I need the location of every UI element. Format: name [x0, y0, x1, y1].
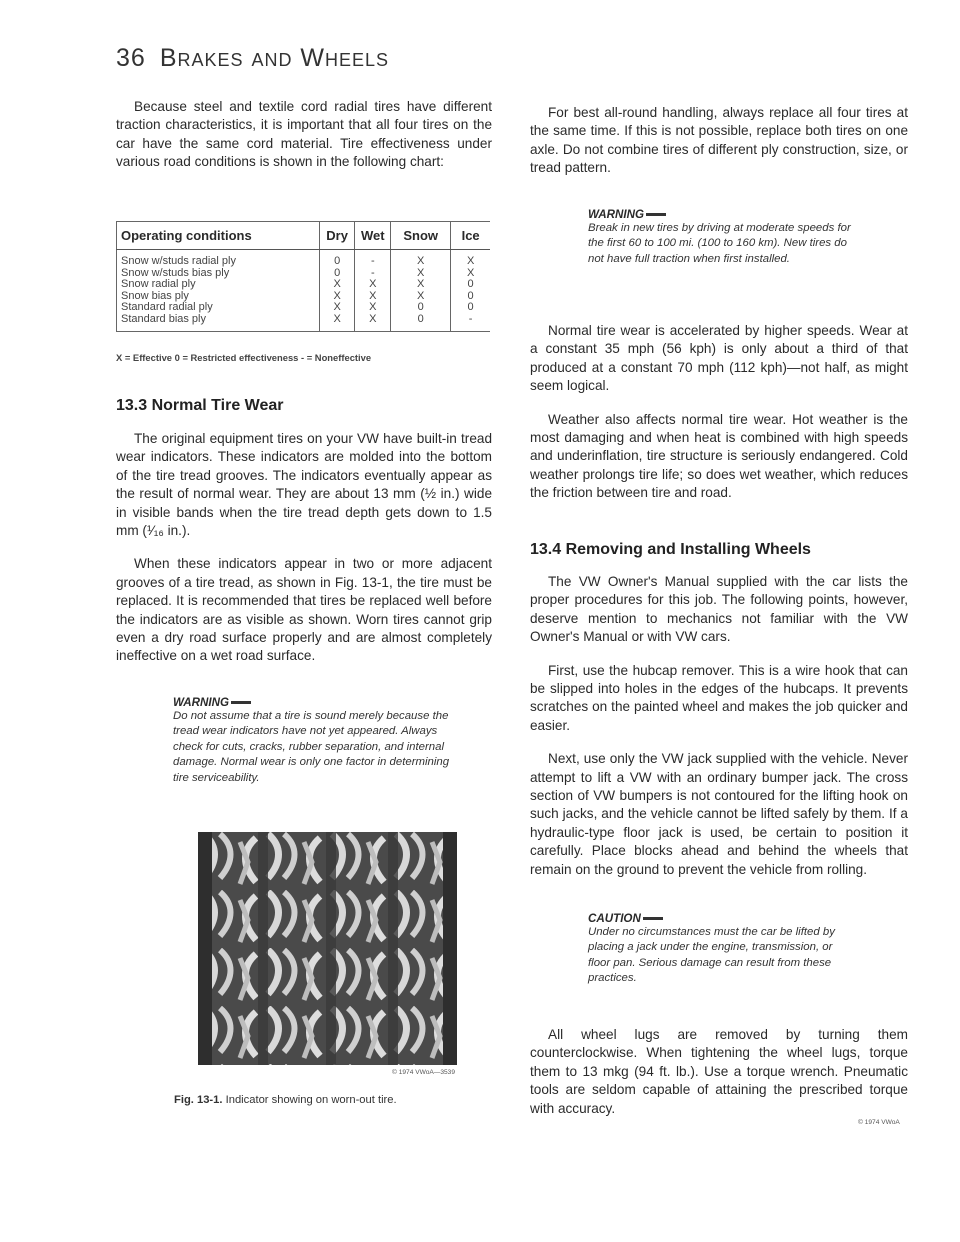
left-column — [116, 98, 492, 172]
table-header-row — [117, 222, 491, 250]
footer-credit: © 1974 VWoA — [858, 1119, 900, 1126]
body-paragraph: For best all-round handling, always replace all four tires at the same time. If this is not possible, replace both tires on one axle. Do not combine tires of different ply construction, size, or tread pattern. — [530, 105, 908, 176]
warning-box-left — [173, 696, 453, 786]
table-cell: - — [355, 268, 391, 280]
table-cell: Snow radial ply — [117, 279, 320, 291]
section-heading: 13.3 Normal Tire Wear — [116, 397, 284, 414]
table-cell: X — [391, 250, 451, 268]
warning-text: Do not assume that a tire is sound merely because the tread wear indicators have not yet appeared. Always check for cuts, cracks, rubber separation, and internal damage. Normal wear is only one factor in determining tire serviceability. — [173, 710, 450, 784]
table-cell: 0 — [451, 302, 490, 314]
table-cell: 0 — [451, 291, 490, 303]
table-cell: X — [355, 291, 391, 303]
table-cell: 0 — [319, 268, 355, 280]
body-paragraph: Weather also affects normal tire wear. Hot weather is the most damaging and when heat is combined with high speeds and underinflation, tire structure is seriously endangered. Cold weather prolongs tire life; so does wet weather, which reduces the friction between tire and road. — [530, 411, 908, 501]
warning-box-right — [588, 208, 854, 267]
table-cell: X — [451, 268, 490, 280]
tire-tread-photo — [198, 832, 457, 1065]
warning-label: WARNING — [588, 208, 854, 221]
right-column — [530, 104, 908, 178]
table-cell: Standard radial ply — [117, 302, 320, 314]
caution-text: Under no circumstances must the car be lifted by placing a jack under the engine, transmission, or floor pan. Serious damage can result from these practices. — [588, 926, 835, 985]
table-cell: X — [391, 291, 451, 303]
tire-tread-image — [198, 832, 457, 1065]
page-header — [116, 44, 389, 73]
table-row — [117, 314, 491, 332]
table-cell: - — [451, 314, 490, 332]
body-paragraph: Next, use only the VW jack supplied with the vehicle. Never attempt to lift a VW with an ordinary bumper jack. The cross section of VW bumpers is not contoured for the lifting hook on such jacks, and the vehicle cannot be lifted safely by them. If a hydraulic-type floor jack is used, be certain to position it carefully. Place blocks ahead and behind the wheels that remain on the ground to prevent the vehicle from rolling. — [530, 751, 908, 877]
body-paragraph: When these indicators appear in two or more adjacent grooves of a tire tread, as shown in Fig. 13-1, the tire must be replaced. It is recommended that tires be replaced well before the indicators are as visible as shown. Worn tires cannot grip even a dry road surface properly and are almost completely ineffective on a wet road surface. — [116, 556, 492, 664]
table-row — [117, 250, 491, 268]
figure-caption-text: Indicator showing on worn-out tire. — [225, 1094, 397, 1106]
table-header: Operating conditions — [117, 222, 320, 250]
right-body-block — [530, 322, 908, 503]
table-cell: X — [451, 250, 490, 268]
table-header: Wet — [355, 222, 391, 250]
right-final-block — [530, 1026, 908, 1118]
warning-text: Break in new tires by driving at moderate speeds for the first 60 to 100 mi. (100 to 160 km). New tires do not have full traction when first installed. — [588, 222, 851, 265]
section-13-3 — [116, 397, 492, 666]
body-paragraph: The VW Owner's Manual supplied with the car lists the proper procedures for this job. The following points, however, deserve mention to mechanics not familiar with the VW Owner's Manual or with VW cars. — [530, 574, 908, 645]
table-cell: X — [355, 314, 391, 332]
table-cell: X — [319, 279, 355, 291]
photo-credit: © 1974 VWoA—3539 — [392, 1069, 456, 1076]
caution-box — [588, 912, 854, 987]
body-paragraph: The original equipment tires on your VW have built-in tread wear indicators. These indicators are molded into the bottom of the tire tread grooves. The indicators eventually appear as the result of normal wear. They are about 13 mm (½ in.) wide in visible bands when the tire tread depth gets down to 1.5 mm (¹⁄₁₆ in.). — [116, 431, 492, 539]
caution-label: CAUTION — [588, 912, 854, 925]
table-cell: X — [355, 279, 391, 291]
table-header: Snow — [391, 222, 451, 250]
page-number: 36 — [116, 44, 146, 72]
table-cell: X — [391, 268, 451, 280]
table-cell: Standard bias ply — [117, 314, 320, 332]
body-paragraph: Normal tire wear is accelerated by higher speeds. Wear at a constant 35 mph (56 kph) is only about a third of that produced at a constant 70 mph (112 kph)—not half, as might seem logical. — [530, 323, 908, 394]
table-cell: - — [355, 250, 391, 268]
table-cell: X — [319, 314, 355, 332]
table-header: Dry — [319, 222, 355, 250]
tire-conditions-table-wrap — [116, 221, 490, 332]
table-header: Ice — [451, 222, 490, 250]
table-cell: X — [391, 279, 451, 291]
warning-label: WARNING — [173, 696, 453, 709]
table-cell: X — [355, 302, 391, 314]
table-cell: Snow bias ply — [117, 291, 320, 303]
table-cell: X — [319, 291, 355, 303]
intro-paragraph: Because steel and textile cord radial tires have different traction characteristics, it is important that all four tires on the car have the same cord material. Tire effectiveness under various road conditions is shown in the following chart: — [116, 99, 492, 170]
section-heading: 13.4 Removing and Installing Wheels — [530, 541, 811, 558]
table-cell: 0 — [319, 250, 355, 268]
tire-conditions-table — [116, 221, 490, 332]
table-cell: Snow w/studs radial ply — [117, 250, 320, 268]
table-row — [117, 302, 491, 314]
table-row — [117, 279, 491, 291]
table-legend: X = Effective 0 = Restricted effectiveness - = Noneffective — [116, 352, 372, 363]
table-cell: 0 — [451, 279, 490, 291]
section-13-4 — [530, 541, 908, 879]
table-cell: Snow w/studs bias ply — [117, 268, 320, 280]
body-paragraph: First, use the hubcap remover. This is a wire hook that can be slipped into holes in the edges of the hubcaps. It prevents scratches on the painted wheel and makes the job quicker and easier. — [530, 662, 908, 733]
figure-caption — [174, 1094, 397, 1106]
table-cell: 0 — [391, 302, 451, 314]
table-cell: 0 — [391, 314, 451, 332]
figure-label: Fig. 13-1. — [174, 1094, 223, 1106]
body-paragraph: All wheel lugs are removed by turning them counterclockwise. When tightening the wheel lugs, torque them to 13 mkg (94 ft. lb.). Use a torque wrench. Pneumatic tools are seldom capable of attaining the prescribed torque with accuracy. — [530, 1027, 908, 1116]
table-cell: X — [319, 302, 355, 314]
section-title: Brakes and Wheels — [159, 44, 390, 72]
